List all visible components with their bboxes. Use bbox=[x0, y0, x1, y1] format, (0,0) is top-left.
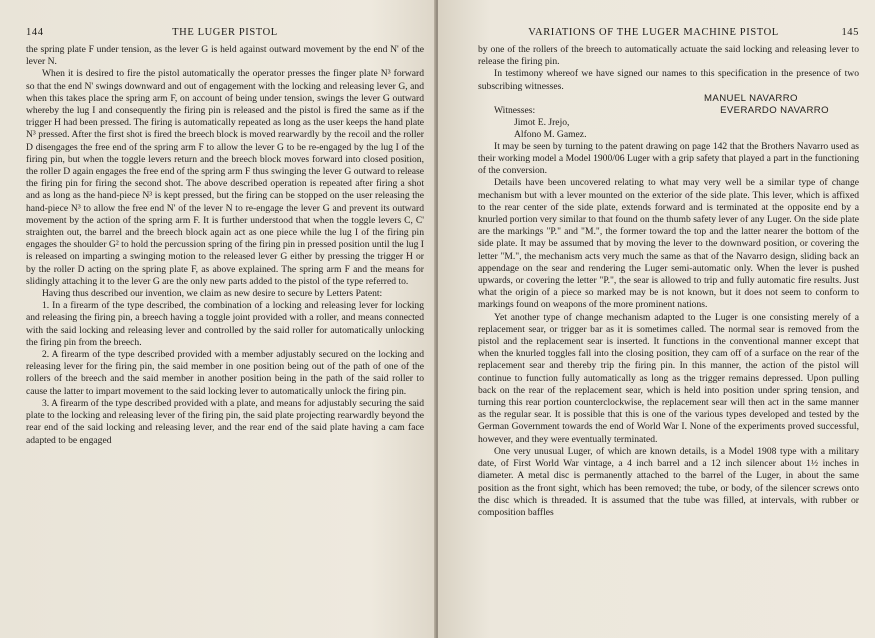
claim-1: 1. In a firearm of the type described, the combination of a locking and releasing lever for locking and releasing the firing pin, a breech having a toggle joint provided with a roller, and means connected with the said locking and releasing lever and controlled by the said roller for automatically unlocking the firing pin from the breech. bbox=[26, 300, 424, 348]
witness-name: Jimot E. Jrejo, bbox=[514, 116, 570, 128]
right-running-title: VARIATIONS OF THE LUGER MACHINE PISTOL bbox=[528, 27, 779, 38]
right-page-number: 145 bbox=[841, 27, 859, 38]
signature-row bbox=[478, 105, 859, 117]
right-paragraph: Details have been uncovered relating to what may very well be a similar type of change mechanism but with a lever mounted on the exterior of the side plate. This lever, which is affixed to the rear center of the side plate, extends forward and is terminated at the opposite end by a knurled portion very similar to that found on the thumb safety lever of any Luger. On the side plate are the markings "P." and "M.", the former toward the top and the latter nearer the bottom of the side plate. It may be assumed that by moving the lever to the downward position, or covering the letter "M.", the mechanism acts very much the same as that of the Navarro design, sliding back an appendage on the sear and rendering the Luger semi-automatic only. When the lever is pushed upwards, or covering the letter "P.", the sear is allowed to trip and fully automatic fire results. Just what the origin of a piece so marked may be is not known, but it does not seem to conform to markings found on weapons of the more prominent nations. bbox=[478, 177, 859, 311]
left-page bbox=[0, 0, 436, 638]
right-paragraph: It may be seen by turning to the patent drawing on page 142 that the Brothers Navarro used as their working model a Model 1900/06 Luger with a grip safety that played a part in the functioning of the conversion. bbox=[478, 140, 859, 177]
left-paragraph: the spring plate F under tension, as the lever G is held against outward movement by the end N' of the lever N. bbox=[26, 44, 424, 68]
right-paragraph: In testimony whereof we have signed our names to this specification in the presence of two subscribing witnesses. bbox=[478, 68, 859, 92]
left-page-number: 144 bbox=[26, 27, 44, 38]
right-paragraph: One very unusual Luger, of which are known details, is a Model 1908 type with a military date, of First World War vintage, a 4 inch barrel and a 12 inch silencer about 1½ inches in diameter. A metal disc is permanently attached to the barrel of the Luger, in about the same position as the front sight, which has been removed; the tube, or body, of the silencer screws onto the disc which is threaded. It is assumed that the tube was filled, at intervals, with rubber or composition baffles bbox=[478, 445, 859, 518]
claim-3: 3. A firearm of the type described provided with a plate, and means for adjustably securing the said plate to the locking and releasing lever of the firing pin, the said plate projecting rearwardly beyond the rear end of the said locking and releasing lever, and the rear end of the said plate having a cam face adapted to be engaged bbox=[26, 397, 424, 446]
signature-everardo: EVERARDO NAVARRO bbox=[720, 104, 829, 116]
left-running-head bbox=[26, 27, 424, 38]
right-paragraph: by one of the rollers of the breech to automatically actuate the said locking and releasing lever to release the firing pin. bbox=[478, 44, 859, 68]
right-paragraph: Yet another type of change mechanism adapted to the Luger is one consisting merely of a replacement sear, or trigger bar as it is sometimes called. The normal sear is removed from the pistol and the replacement sear is inserted. It functions in the conventional manner except that when the knurled toggles fall into the closing position, they cam off of a surface on the rear of the replacement sear and thereby trip the firing pin. In this manner, the action of the pistol will continue to function fully automatically as long as the trigger remains depressed. Upon pulling back on the rear of the replacement sear, which is held into position under spring tension, and turning this rear portion counterclockwise, the replacement sear will then act in the same manner as the regular sear. It is possible that this is one of the various types developed and tested by the German Government towards the end of World War I. None of the experiments proved successful, however, and they were eventually terminated. bbox=[478, 311, 859, 445]
claim-2: 2. A firearm of the type described provided with a member adjustably secured on the locking and releasing lever for the firing pin, the said member in one position being out of the path of one of the rollers of the breech and the said member in another position being in the path of the said roller to cause the latter to impart movement to the said locking lever to automatically unlock the firing pin. bbox=[26, 349, 424, 397]
left-paragraph: When it is desired to fire the pistol automatically the operator presses the finger plate N³ forward so that the end N' swings downward and out of engagement with the locking and releasing lever G, and when this takes place the spring arm F, on account of being under tension, swings the lever G outward whereby the lug I and consequently the firing pin is released and the pistol is fired the same as if the trigger H had been pressed. The firing is automatically repeated as long as the user keeps the hand plate N³ pressed. After the first shot is fired the breech block is moved rearwardly by the recoil and the roller D disengages the free end of the spring arm F to allow the lever G to be re-engaged by the lug I of the firing pin, but when the toggle levers return and the breech block moves forward into closed position, the roller D again engages the free end of the spring arm F thus swinging the lever G outward to release the firing pin for firing the second shot. The above described operation is repeated after firing a shot and as long as the hand-piece N³ is kept pressed, but the firing can be stopped on the user releasing the hand-piece N³ to allow the free end N' of the lever N to re-engage the lever G and prevent its outward movement by the action of the spring arm F. It is further understood that when the toggle levers C, C' straighten out, the barrel and the breech block again act as one piece while the lug I of the firing pin engages the shoulder G² to hold the percussion spring of the firing pin in pressed position until the lug I is released on imparting a swinging motion to the released lever G either by pressing the trigger H or by the roller D acting on the spring plate F, as above explained. The spring arm F and the means for slidingly attaching it to the lever G are the only new parts added to the pistol of the type referred to. bbox=[26, 68, 425, 287]
witness-name: Alfono M. Gamez. bbox=[514, 128, 587, 140]
right-running-head bbox=[478, 27, 859, 38]
signature-manuel: MANUEL NAVARRO bbox=[704, 92, 798, 104]
left-body-text bbox=[26, 44, 424, 447]
witnesses-label: Witnesses: bbox=[494, 104, 536, 116]
right-body-text bbox=[478, 44, 859, 519]
right-page bbox=[438, 0, 875, 638]
left-running-title: THE LUGER PISTOL bbox=[172, 27, 278, 38]
left-paragraph: Having thus described our invention, we claim as new desire to secure by Letters Patent: bbox=[42, 288, 383, 300]
